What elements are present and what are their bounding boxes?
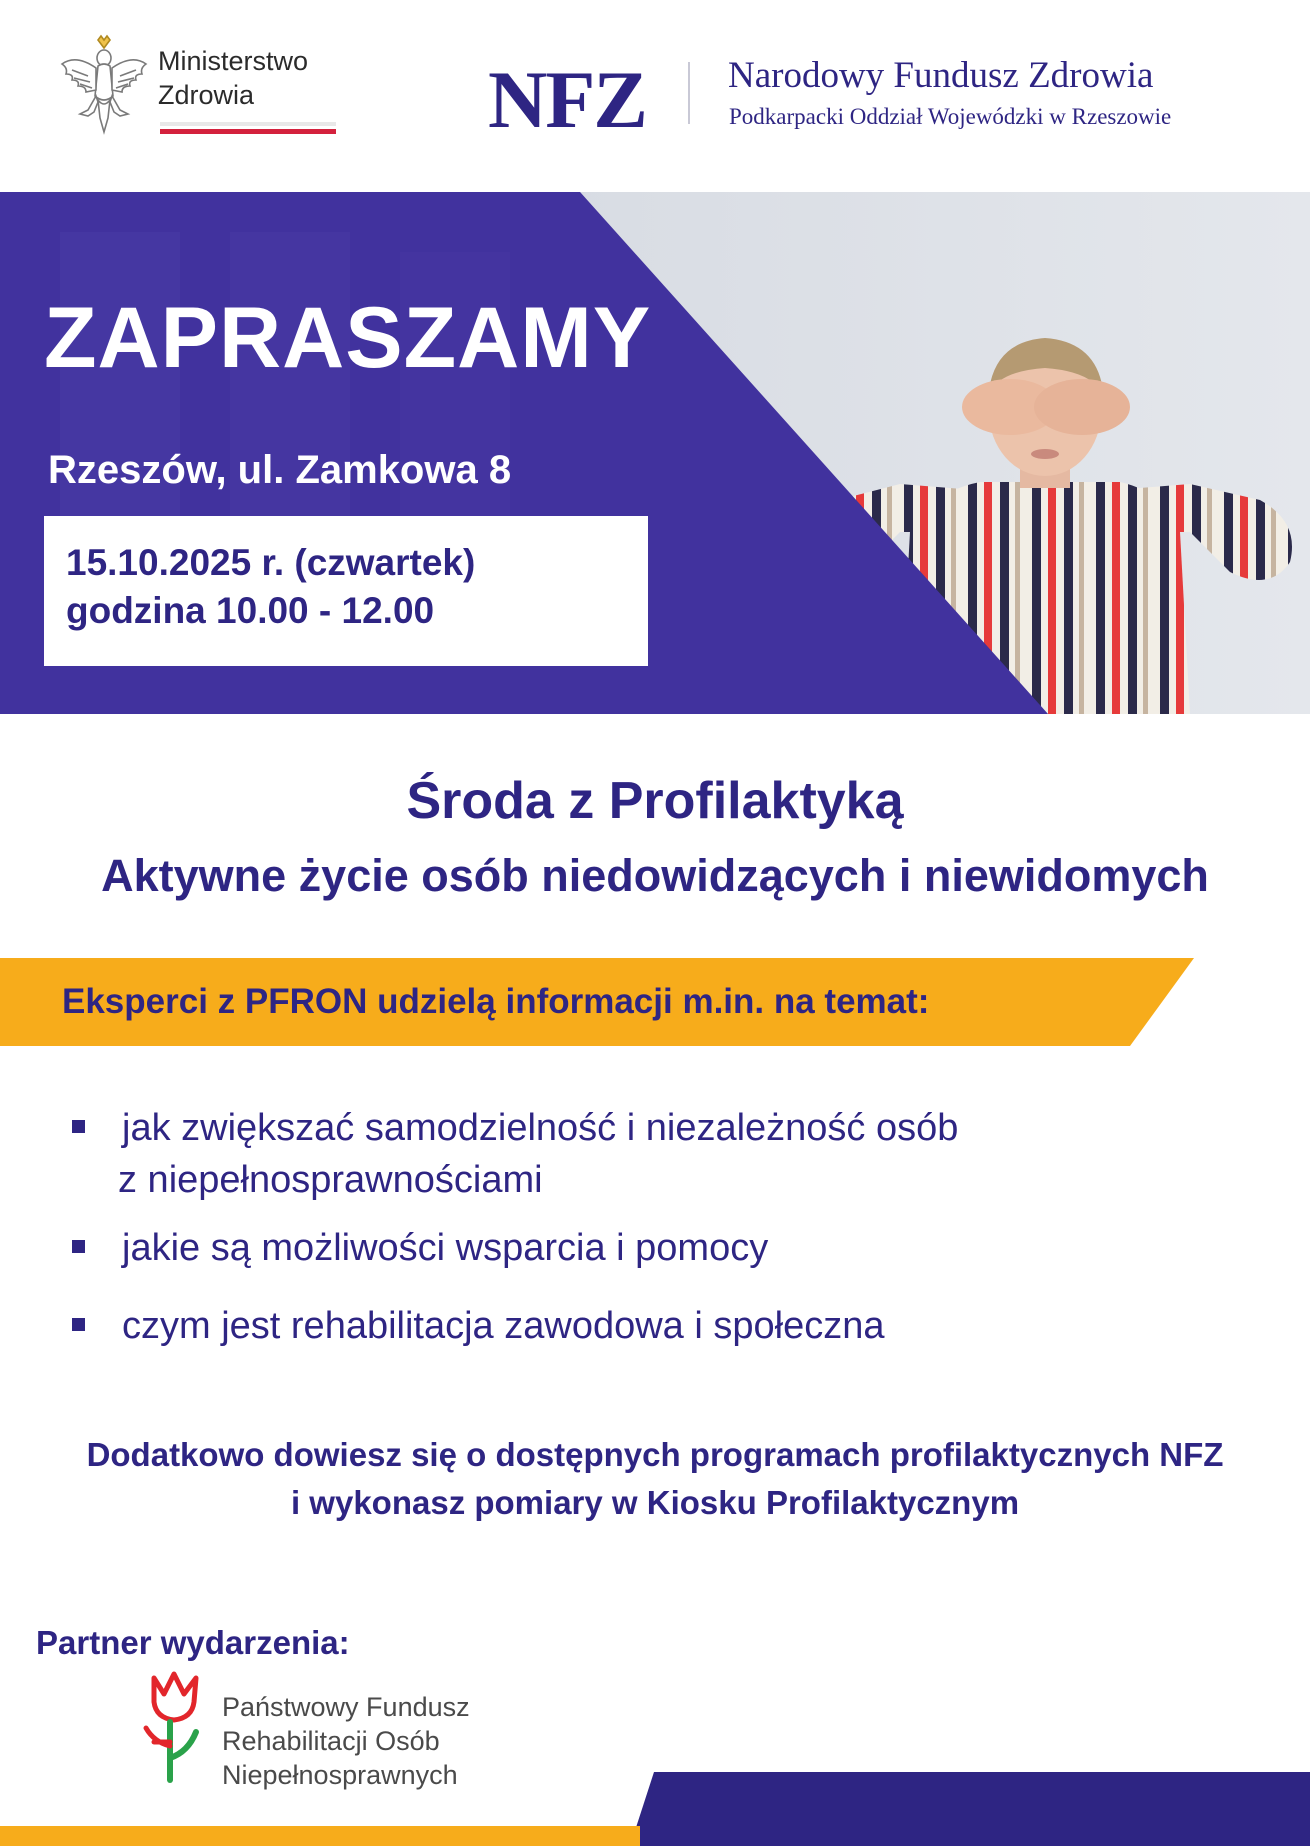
footer-purple-band <box>630 1772 1310 1846</box>
header <box>0 0 1310 192</box>
event-time: godzina 10.00 - 12.00 <box>66 590 435 631</box>
nfz-branch: Podkarpacki Oddział Wojewódzki w Rzeszowie <box>729 104 1172 129</box>
partner-name-line2: Rehabilitacji Osób <box>222 1726 440 1756</box>
pfron-tulip-logo-icon <box>140 1668 210 1788</box>
partner-label: Partner wydarzenia: <box>36 1624 350 1661</box>
footer-orange-band <box>0 1826 640 1846</box>
partner-name <box>222 1690 470 1792</box>
partner-name-line1: Państwowy Fundusz <box>222 1692 470 1722</box>
invitation-title: ZAPRASZAMY <box>44 290 652 386</box>
hero-banner <box>0 192 1310 714</box>
square-bullet-icon <box>72 1318 85 1331</box>
nfz-logo: NFZ <box>488 54 646 145</box>
list-item: jak zwiększać samodzielność i niezależność osób <box>122 1107 959 1149</box>
square-bullet-icon <box>72 1120 85 1133</box>
event-subtitle: Aktywne życie osób niedowidzących i niewidomych <box>101 850 1209 901</box>
event-date: 15.10.2025 r. (czwartek) <box>66 542 476 583</box>
list-item-continuation: z niepełnosprawnościami <box>118 1159 543 1201</box>
ministry-line2: Zdrowia <box>158 80 255 110</box>
logo-divider <box>688 62 690 124</box>
event-address: Rzeszów, ul. Zamkowa 8 <box>48 448 512 492</box>
ministry-flag-white <box>160 122 336 126</box>
event-title: Środa z Profilaktyką <box>406 772 904 830</box>
extra-info-line1: Dodatkowo dowiesz się o dostępnych programach profilaktycznych NFZ <box>86 1436 1224 1473</box>
partner-name-line3: Niepełnosprawnych <box>222 1760 458 1790</box>
nfz-name: Narodowy Fundusz Zdrowia <box>728 55 1154 96</box>
list-item: czym jest rehabilitacja zawodowa i społeczna <box>122 1305 885 1347</box>
polish-eagle-emblem-icon <box>58 34 150 136</box>
experts-banner-text: Eksperci z PFRON udzielą informacji m.in. na temat: <box>62 982 930 1021</box>
list-item: jakie są możliwości wsparcia i pomocy <box>122 1227 769 1269</box>
ministry-name <box>158 44 308 112</box>
ministry-flag-red <box>160 129 336 134</box>
square-bullet-icon <box>72 1240 85 1253</box>
ministry-line1: Ministerstwo <box>158 46 309 76</box>
extra-info-line2: i wykonasz pomiary w Kiosku Profilaktycznym <box>290 1484 1020 1521</box>
